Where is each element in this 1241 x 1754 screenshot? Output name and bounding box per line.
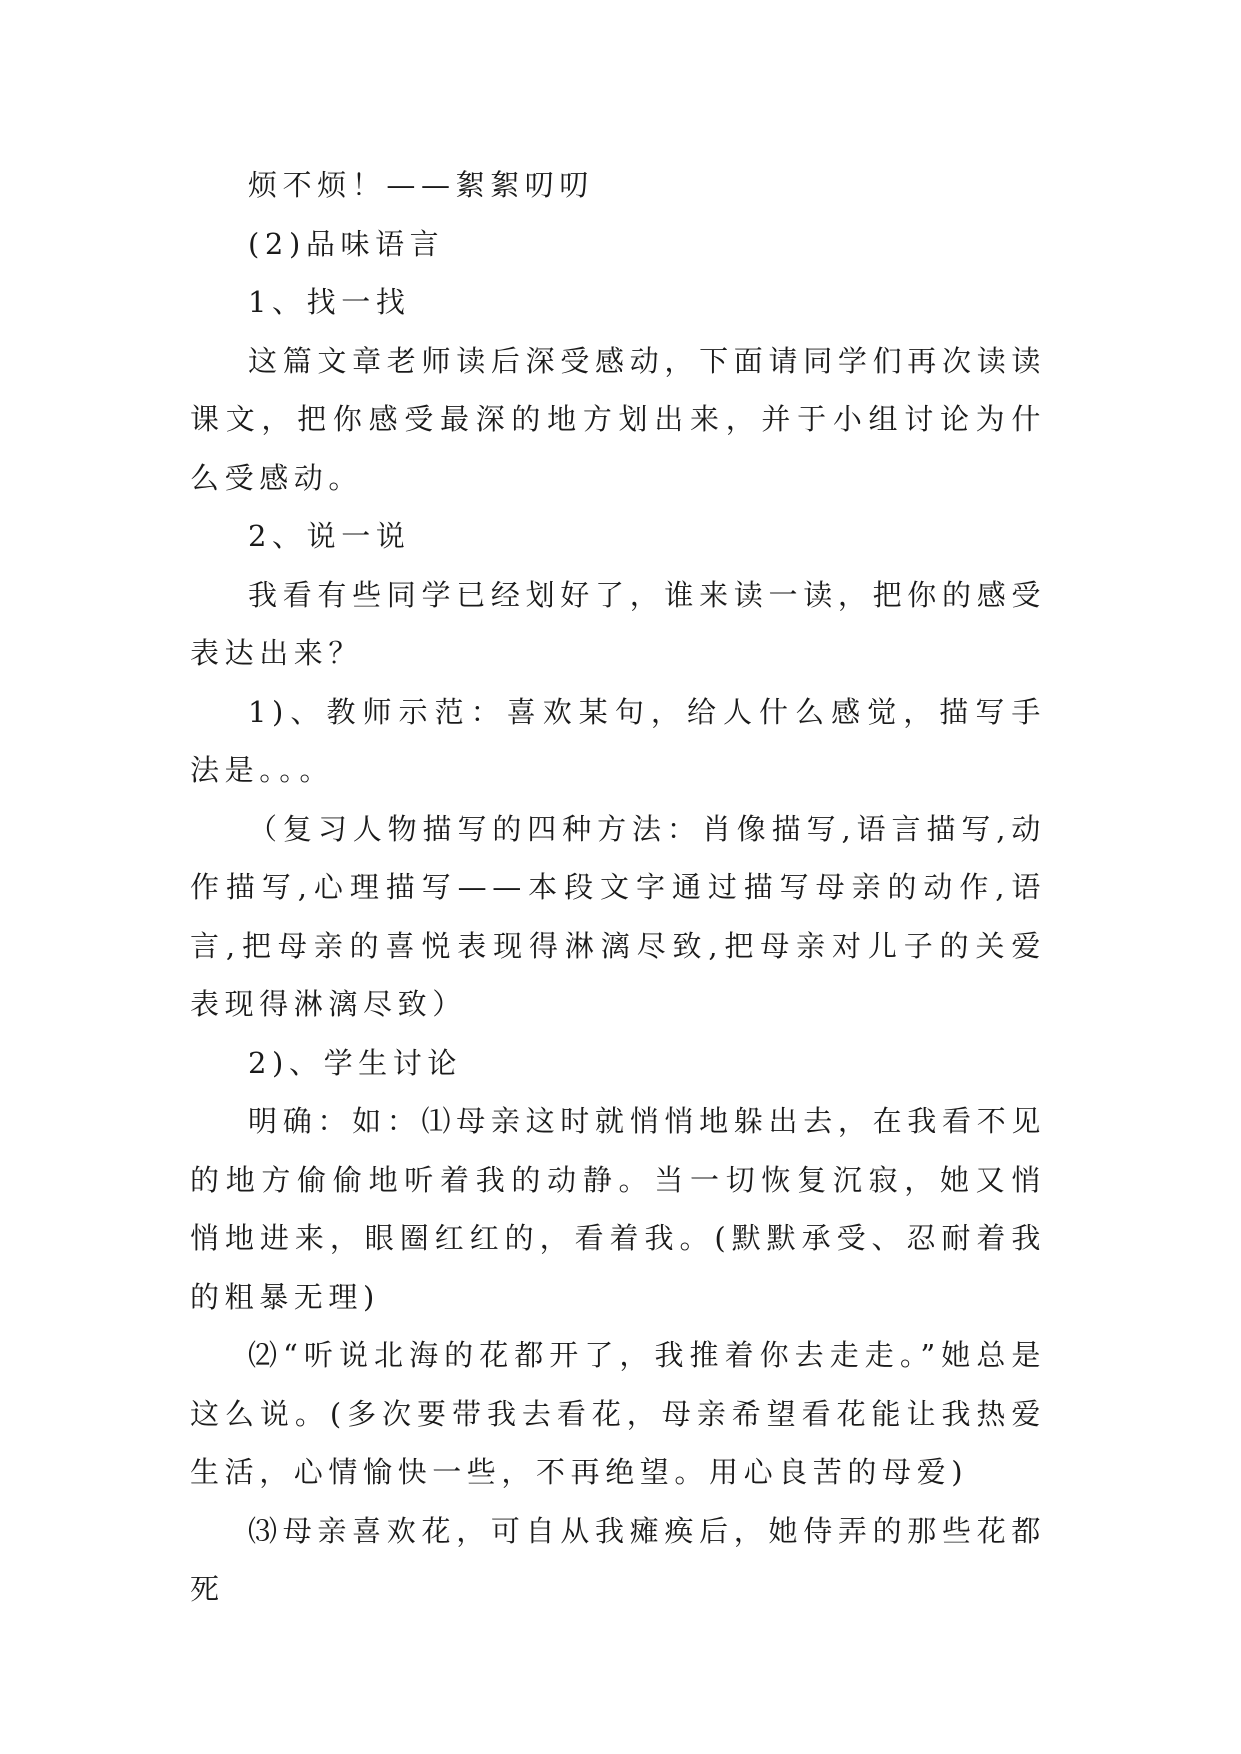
document-body bbox=[190, 156, 1046, 1619]
paragraph-5: 2、说一说 bbox=[248, 519, 411, 553]
paragraph-1: 烦不烦！——絮絮叨叨 bbox=[248, 168, 595, 202]
paragraph-8: （复习人物描写的四种方法：肖像描写,语言描写,动作描写,心理描写——本段文字通过描写母亲的动作,语言,把母亲的喜悦表现得淋漓尽致,把母亲对儿子的关爱表现得淋漓尽致） bbox=[190, 811, 1046, 1021]
paragraph-11: ⑵“听说北海的花都开了，我推着你去走走。”她总是这么说。(多次要带我去看花，母亲希望看花能让我热爱生活，心情愉快一些，不再绝望。用心良苦的母爱) bbox=[190, 1338, 1046, 1489]
paragraph-9: 2)、学生讨论 bbox=[248, 1045, 462, 1080]
paragraph-3: 1、找一找 bbox=[248, 285, 411, 319]
paragraph-2: (2)品味语言 bbox=[248, 226, 445, 261]
paragraph-10: 明确：如：⑴母亲这时就悄悄地躲出去，在我看不见的地方偷偷地听着我的动静。当一切恢复沉寂，她又悄悄地进来，眼圈红红的，看着我。(默默承受、忍耐着我的粗暴无理) bbox=[190, 1104, 1046, 1314]
paragraph-7: 1)、教师示范：喜欢某句，给人什么感觉，描写手法是。。。 bbox=[190, 694, 1046, 787]
paragraph-4: 这篇文章老师读后深受感动，下面请同学们再次读读课文，把你感受最深的地方划出来，并于小组讨论为什么受感动。 bbox=[190, 343, 1046, 495]
paragraph-6: 我看有些同学已经划好了，谁来读一读，把你的感受表达出来？ bbox=[190, 577, 1046, 670]
paragraph-12: ⑶母亲喜欢花，可自从我瘫痪后，她侍弄的那些花都死 bbox=[190, 1513, 1046, 1606]
